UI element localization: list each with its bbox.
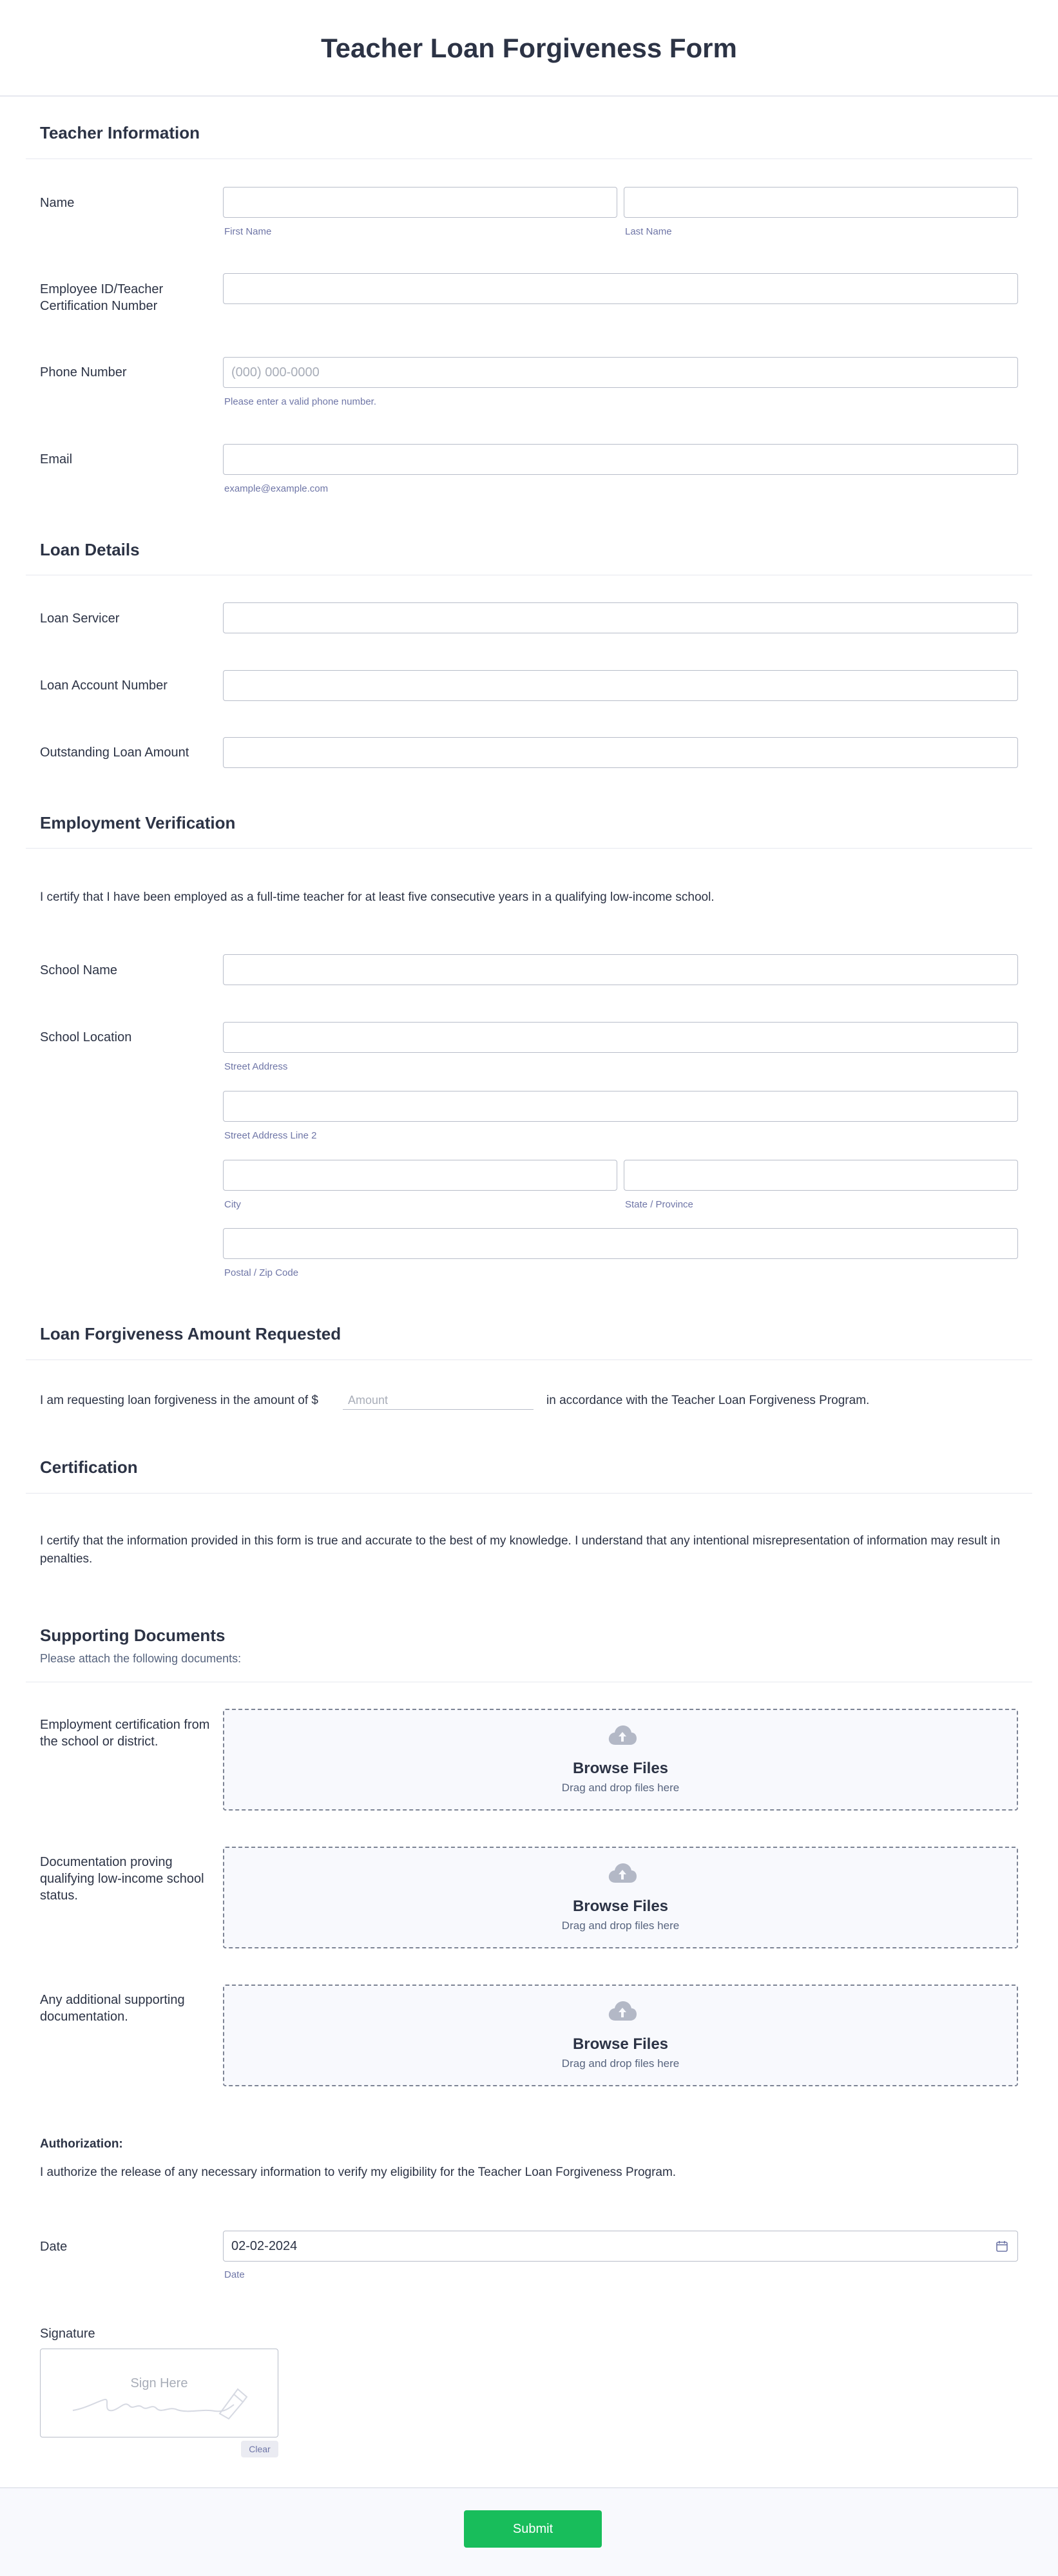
phone-sublabel: Please enter a valid phone number. — [224, 396, 376, 407]
school-name-label: School Name — [40, 963, 118, 977]
postal-code-input[interactable] — [223, 1228, 1018, 1259]
school-location-label: School Location — [40, 1030, 132, 1044]
form-title: Teacher Loan Forgiveness Form — [321, 33, 737, 63]
city-sublabel: City — [224, 1199, 241, 1210]
employee-id-label: Employee ID/Teacher Certification Number — [40, 282, 164, 313]
section-title-certification: Certification — [40, 1457, 138, 1477]
outstanding-amount-label: Outstanding Loan Amount — [40, 745, 189, 760]
browse-files-label: Browse Files — [572, 1898, 669, 1915]
school-name-input[interactable] — [223, 954, 1018, 985]
amount-prefix-text: I am requesting loan forgiveness in the amount of $ — [40, 1394, 318, 1407]
calendar-icon[interactable] — [995, 2240, 1008, 2253]
cloud-upload-icon — [608, 1862, 637, 1884]
cloud-upload-icon — [608, 2000, 637, 2022]
email-input[interactable] — [223, 444, 1018, 475]
signature-label: Signature — [40, 2327, 95, 2341]
last-name-sublabel: Last Name — [625, 226, 672, 237]
drag-drop-label: Drag and drop files here — [561, 1919, 680, 1932]
state-input[interactable] — [624, 1160, 1018, 1191]
browse-files-label: Browse Files — [572, 2035, 669, 2053]
file-upload-low-income-status[interactable] — [223, 1847, 1018, 1948]
form-footer — [0, 2487, 1058, 2576]
file-upload-additional[interactable] — [223, 1985, 1018, 2086]
section-divider — [26, 1493, 1032, 1494]
sign-here-text: Sign Here — [130, 2376, 188, 2390]
signature-pad[interactable] — [40, 2349, 278, 2437]
clear-signature-button[interactable]: Clear — [241, 2441, 278, 2457]
postal-code-sublabel: Postal / Zip Code — [224, 1267, 299, 1278]
name-label: Name — [40, 196, 75, 210]
state-sublabel: State / Province — [625, 1199, 693, 1210]
section-title-teacher-info: Teacher Information — [40, 123, 200, 142]
street-address-input[interactable] — [223, 1022, 1018, 1053]
doc-low-income-school-label: Documentation proving qualifying low-income school status. — [40, 1855, 204, 1903]
outstanding-amount-input[interactable] — [223, 737, 1018, 768]
section-title-forgiveness-amount: Loan Forgiveness Amount Requested — [40, 1324, 341, 1343]
doc-additional-label: Any additional supporting documentation. — [40, 1993, 185, 2024]
loan-account-label: Loan Account Number — [40, 678, 168, 693]
street-address-2-input[interactable] — [223, 1091, 1018, 1122]
date-value: 02-02-2024 — [231, 2239, 298, 2253]
signature-placeholder-icon — [41, 2349, 279, 2438]
employee-id-input[interactable] — [223, 273, 1018, 304]
form-header — [0, 0, 1058, 97]
loan-servicer-label: Loan Servicer — [40, 611, 120, 626]
email-label: Email — [40, 452, 73, 466]
phone-label: Phone Number — [40, 365, 127, 380]
supporting-documents-subtitle: Please attach the following documents: — [40, 1652, 242, 1665]
file-upload-employment-certification[interactable] — [223, 1709, 1018, 1811]
first-name-input[interactable] — [223, 187, 617, 218]
date-input[interactable] — [223, 2231, 1018, 2262]
drag-drop-label: Drag and drop files here — [561, 2057, 680, 2070]
street-address-sublabel: Street Address — [224, 1061, 288, 1072]
loan-servicer-input[interactable] — [223, 602, 1018, 633]
submit-button[interactable]: Submit — [464, 2510, 602, 2548]
street-address-2-sublabel: Street Address Line 2 — [224, 1130, 317, 1141]
section-title-loan-details: Loan Details — [40, 540, 140, 559]
section-title-employment: Employment Verification — [40, 813, 236, 832]
amount-input[interactable]: Amount — [343, 1390, 534, 1410]
date-label: Date — [40, 2240, 68, 2254]
authorization-heading: Authorization: — [40, 2137, 123, 2151]
section-divider — [26, 848, 1032, 849]
last-name-input[interactable] — [624, 187, 1018, 218]
city-input[interactable] — [223, 1160, 617, 1191]
certification-text: I certify that the information provided in this form is true and accurate to the best of my knowledge. I understand that any intentional misrepresentation of information may result in penalties. — [40, 1534, 1001, 1566]
authorization-text: I authorize the release of any necessary information to verify my eligibility for the Teacher Loan Forgiveness Program. — [40, 2166, 677, 2179]
cloud-upload-icon — [608, 1724, 637, 1746]
employment-statement: I certify that I have been employed as a full-time teacher for at least five consecutive years in a qualifying low-income school. — [40, 890, 715, 904]
browse-files-label: Browse Files — [572, 1760, 669, 1777]
email-sublabel: example@example.com — [224, 483, 329, 494]
loan-account-input[interactable] — [223, 670, 1018, 701]
drag-drop-label: Drag and drop files here — [561, 1782, 680, 1794]
amount-suffix-text: in accordance with the Teacher Loan Forgiveness Program. — [546, 1394, 870, 1407]
phone-input[interactable]: (000) 000-0000 — [223, 357, 1018, 388]
section-title-supporting-documents: Supporting Documents — [40, 1626, 226, 1645]
first-name-sublabel: First Name — [224, 226, 272, 237]
doc-employment-certification-label: Employment certification from the school or district. — [40, 1718, 210, 1749]
date-sublabel: Date — [224, 2269, 245, 2280]
